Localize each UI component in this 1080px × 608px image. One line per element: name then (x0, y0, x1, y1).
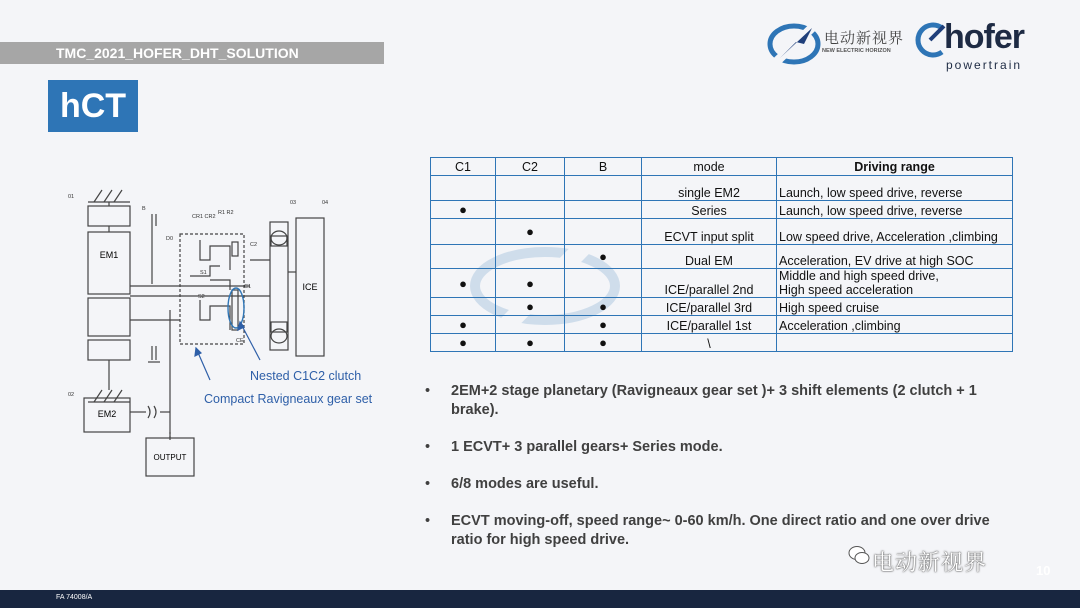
svg-text:04: 04 (322, 200, 329, 206)
mode-table (430, 157, 1013, 352)
svg-text:C1: C1 (244, 284, 252, 290)
svg-text:S1: S1 (200, 270, 207, 276)
em2-label: EM2 (97, 409, 117, 419)
cell-range: Acceleration, EV drive at high SOC (777, 245, 1013, 269)
cell-b: ● (565, 316, 642, 334)
ice-label: ICE (302, 282, 318, 292)
cell-c1: ● (431, 316, 496, 334)
cell-range: Middle and high speed drive, High speed acceleration (777, 269, 1013, 298)
table-row (431, 176, 1013, 201)
cell-b: ● (565, 334, 642, 352)
annotation-nested-clutch: Nested C1C2 clutch (250, 369, 362, 383)
nei-logo-icon (766, 18, 826, 68)
svg-text:03: 03 (290, 200, 297, 206)
cell-mode: ECVT input split (642, 219, 777, 245)
table-row (431, 219, 1013, 245)
nei-logo-cn: 电动新视界 (824, 30, 905, 47)
svg-text:CE: CE (236, 338, 244, 344)
table-header-row (431, 158, 1013, 176)
svg-text:02: 02 (68, 392, 75, 398)
cell-mode: ICE/parallel 3rd (642, 298, 777, 316)
bullet-item: • 2EM+2 stage planetary (Ravigneaux gear set )+ 3 shift elements (2 clutch + 1 brake). (425, 382, 1025, 420)
cell-c2 (496, 176, 565, 201)
cell-mode: Series (642, 201, 777, 219)
table-row (431, 316, 1013, 334)
hofer-logo-text: hofer (944, 18, 1024, 56)
cell-range: Launch, low speed drive, reverse (777, 201, 1013, 219)
col-header-c1: C1 (431, 158, 496, 176)
page-number: 10 (1036, 563, 1051, 578)
bullet-item: • ECVT moving-off, speed range~ 0-60 km/h. One direct ratio and one over drive ratio for high speed drive. (425, 512, 1025, 550)
cell-c2 (496, 316, 565, 334)
col-header-c2: C2 (496, 158, 565, 176)
svg-text:R1 R2: R1 R2 (218, 210, 234, 216)
powertrain-schematic (60, 180, 400, 490)
watermark-text: 电动新视界 (872, 550, 988, 575)
bullet-item: • 6/8 modes are useful. (425, 475, 1025, 494)
table-row (431, 269, 1013, 298)
table-row (431, 245, 1013, 269)
cell-b (565, 176, 642, 201)
cell-c2: ● (496, 334, 565, 352)
cell-b (565, 219, 642, 245)
svg-text:C2: C2 (250, 242, 258, 248)
nei-logo-en: NEW ELECTRIC HORIZON (822, 48, 891, 54)
bullet-list (425, 382, 1025, 568)
svg-text:B: B (142, 206, 146, 212)
cell-b (565, 269, 642, 298)
cell-c1 (431, 245, 496, 269)
annotation-ravigneaux: Compact Ravigneaux gear set (204, 392, 373, 406)
cell-mode: ICE/parallel 1st (642, 316, 777, 334)
table-row (431, 298, 1013, 316)
cell-c2 (496, 245, 565, 269)
bullet-item: • 1 ECVT+ 3 parallel gears+ Series mode. (425, 438, 1025, 457)
cell-range: Low speed drive, Acceleration ,climbing (777, 219, 1013, 245)
svg-text:CR1 CR2: CR1 CR2 (192, 214, 216, 220)
cell-range: Acceleration ,climbing (777, 316, 1013, 334)
table-row (431, 334, 1013, 352)
col-header-driving-range: Driving range (777, 158, 1013, 176)
col-header-mode: mode (642, 158, 777, 176)
svg-text:S2: S2 (198, 294, 205, 300)
svg-text:01: 01 (68, 194, 75, 200)
header-bar (0, 42, 384, 64)
cell-c1: ● (431, 269, 496, 298)
cell-c1 (431, 298, 496, 316)
cell-c2: ● (496, 219, 565, 245)
cell-c1 (431, 176, 496, 201)
cell-c2 (496, 201, 565, 219)
cell-b: ● (565, 245, 642, 269)
output-label: OUTPUT (153, 453, 187, 462)
cell-mode: Dual EM (642, 245, 777, 269)
cell-c1: ● (431, 334, 496, 352)
footer-bar (0, 590, 1080, 608)
cell-c2: ● (496, 269, 565, 298)
table-row (431, 201, 1013, 219)
slide-title: hCT (48, 80, 138, 132)
col-header-b: B (565, 158, 642, 176)
cell-c1 (431, 219, 496, 245)
cell-c2: ● (496, 298, 565, 316)
footer-code: FA 74008/A (56, 594, 93, 601)
cell-range: High speed cruise (777, 298, 1013, 316)
header-title: TMC_2021_HOFER_DHT_SOLUTION (56, 45, 299, 61)
cell-mode: ICE/parallel 2nd (642, 269, 777, 298)
cell-mode: \ (642, 334, 777, 352)
wechat-icon (848, 544, 870, 566)
svg-text:D0: D0 (166, 236, 174, 242)
cell-range (777, 334, 1013, 352)
cell-mode: single EM2 (642, 176, 777, 201)
hofer-logo-sub: powertrain (946, 58, 1023, 72)
em1-label: EM1 (99, 250, 119, 260)
cell-range: Launch, low speed drive, reverse (777, 176, 1013, 201)
hofer-logo-icon (912, 22, 948, 58)
cell-b: ● (565, 298, 642, 316)
cell-c1: ● (431, 201, 496, 219)
cell-b (565, 201, 642, 219)
